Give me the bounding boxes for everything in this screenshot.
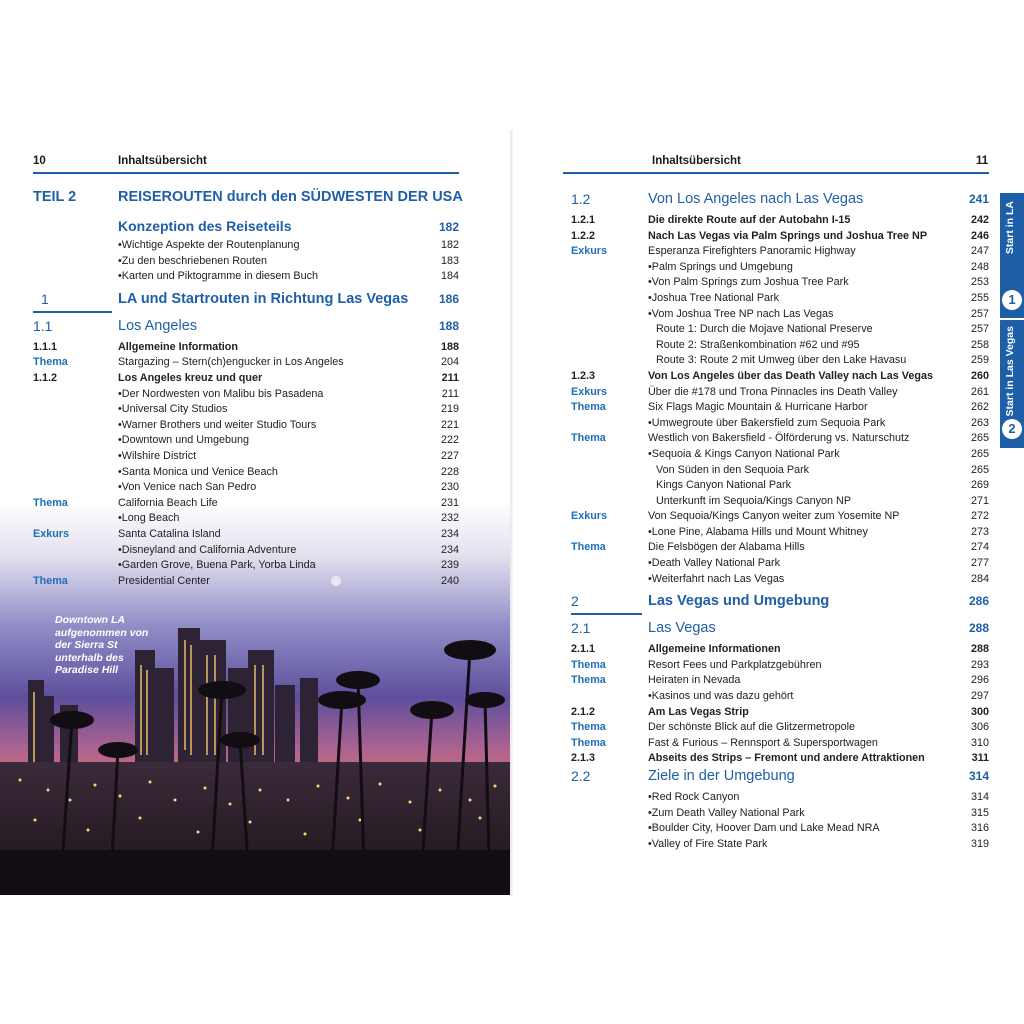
toc-number: Exkurs [571, 510, 608, 523]
toc-row [571, 416, 989, 432]
right-running-header: Inhaltsübersicht [652, 155, 741, 167]
toc-page-number: 273 [970, 525, 989, 538]
toc-row [571, 400, 989, 416]
toc-row [571, 192, 989, 213]
toc-entry[interactable]: • Zum Death Valley National Park [648, 806, 805, 822]
toc-row [571, 673, 989, 689]
toc-number: Thema [571, 658, 606, 671]
toc-page-number: 293 [970, 658, 989, 671]
toc-entry[interactable]: Konzeption des Reiseteils [118, 218, 292, 234]
toc-entry[interactable]: Esperanza Firefighters Panoramic Highway [648, 245, 856, 258]
toc-entry[interactable]: Route 1: Durch die Mojave National Preserve [656, 323, 873, 336]
toc-row [571, 291, 989, 307]
toc-number: Thema [33, 496, 68, 509]
toc-entry[interactable]: • Der Nordwesten von Malibu bis Pasadena [118, 387, 323, 403]
toc-entry[interactable]: • Sequoia & Kings Canyon National Park [648, 447, 840, 463]
toc-number: 2.1 [571, 620, 591, 637]
toc-entry[interactable]: • Zu den beschriebenen Routen [118, 254, 267, 270]
toc-entry[interactable]: Las Vegas [648, 620, 716, 637]
toc-page-number: 230 [440, 481, 459, 494]
toc-row [571, 260, 989, 276]
toc-number: Thema [571, 541, 606, 554]
toc-page-number: 257 [970, 323, 989, 336]
left-page-number: 10 [33, 155, 46, 167]
toc-row [571, 525, 989, 541]
toc-page-number: 186 [438, 291, 459, 306]
toc-row [571, 658, 989, 674]
toc-page-number: 257 [970, 307, 989, 320]
toc-entry[interactable]: • Weiterfahrt nach Las Vegas [648, 572, 784, 588]
toc-number: Thema [571, 721, 606, 734]
right-toc [571, 190, 989, 852]
right-page-number: 11 [976, 155, 989, 167]
toc-page-number: 296 [970, 674, 989, 687]
toc-page-number: 319 [970, 837, 989, 850]
toc-row [571, 463, 989, 479]
left-toc [33, 189, 463, 589]
toc-page-number: 247 [970, 245, 989, 258]
toc-entry[interactable]: • Palm Springs und Umgebung [648, 260, 793, 276]
toc-entry[interactable]: Von Süden in den Sequoia Park [656, 463, 810, 476]
toc-page-number: 314 [970, 791, 989, 803]
toc-page-number: 262 [970, 401, 989, 414]
toc-row [571, 621, 989, 642]
toc-row [33, 269, 459, 285]
toc-entry[interactable]: Ziele in der Umgebung [648, 768, 795, 784]
toc-row [33, 465, 459, 481]
toc-entry[interactable]: • Kasinos und was dazu gehört [648, 689, 793, 705]
toc-entry[interactable]: • Valley of Fire State Park [648, 837, 767, 853]
toc-entry[interactable]: • Warner Brothers und weiter Studio Tours [118, 418, 316, 434]
toc-row [33, 254, 459, 270]
toc-entry[interactable]: • Wichtige Aspekte der Routenplanung [118, 238, 299, 254]
toc-number: Exkurs [571, 385, 608, 398]
toc-page-number: 240 [440, 574, 459, 587]
toc-page-number: 316 [970, 822, 989, 835]
toc-number: 1.2.3 [571, 369, 596, 382]
toc-row [571, 478, 989, 494]
thumb-tab-number: 1 [1002, 290, 1022, 310]
toc-row [571, 385, 989, 401]
toc-page-number: 269 [970, 479, 989, 492]
toc-number: 1 [41, 290, 49, 307]
toc-page-number: 232 [440, 512, 459, 525]
toc-number: Thema [33, 356, 68, 369]
toc-entry[interactable]: • Umwegroute über Bakersfield zum Sequoia Park [648, 416, 885, 432]
toc-row [571, 338, 989, 354]
toc-page-number: 277 [970, 557, 989, 570]
toc-page-number: 211 [441, 371, 459, 384]
toc-number: 2.1.3 [571, 752, 596, 765]
toc-entry[interactable]: Über die #178 und Trona Pinnacles ins Death Valley [648, 385, 898, 398]
toc-number: 1.2.1 [571, 214, 596, 226]
toc-page-number: 241 [968, 192, 989, 206]
toc-entry[interactable]: • Santa Monica und Venice Beach [118, 465, 278, 481]
toc-row [571, 353, 989, 369]
toc-entry[interactable]: Stargazing – Stern(ch)engucker in Los Angeles [118, 356, 344, 369]
toc-entry[interactable]: Unterkunft im Sequoia/Kings Canyon NP [656, 494, 852, 507]
toc-entry[interactable]: Abseits des Strips – Fremont und andere Attraktionen [648, 752, 925, 765]
toc-entry[interactable]: Las Vegas und Umgebung [648, 593, 830, 610]
toc-page-number: 184 [440, 270, 459, 283]
toc-row [571, 307, 989, 323]
photo-caption: Downtown LA aufgenommen von der Sierra St unterhalb des Paradise Hill [55, 614, 149, 677]
toc-page-number: 314 [968, 769, 989, 783]
toc-number: TEIL 2 [33, 189, 77, 205]
toc-entry[interactable]: Nach Las Vegas via Palm Springs und Joshua Tree NP [648, 229, 928, 242]
toc-page-number: 222 [440, 434, 459, 447]
toc-number: 1.1.1 [33, 340, 58, 353]
toc-page-number: 259 [970, 354, 989, 367]
toc-page-number: 239 [440, 559, 459, 572]
toc-row [571, 322, 989, 338]
toc-entry[interactable]: • Vom Joshua Tree NP nach Las Vegas [648, 307, 833, 323]
toc-entry[interactable]: • Disneyland and California Adventure [118, 543, 296, 559]
toc-page-number: 300 [970, 705, 989, 718]
toc-row [33, 418, 459, 434]
toc-entry[interactable]: Los Angeles [118, 317, 198, 334]
toc-entry[interactable]: Resort Fees und Parkplatzgebühren [648, 658, 822, 671]
toc-row [33, 189, 463, 219]
toc-row [571, 821, 989, 837]
toc-entry[interactable]: Fast & Furious – Rennsport & Supersportwagen [648, 736, 878, 749]
toc-entry[interactable]: LA und Startrouten in Richtung Las Vegas [118, 290, 409, 307]
toc-page-number: 182 [440, 239, 459, 251]
left-page [0, 0, 511, 1024]
toc-entry[interactable]: • Garden Grove, Buena Park, Yorba Linda [118, 558, 316, 574]
toc-page-number: 311 [971, 752, 989, 765]
toc-row [33, 371, 459, 387]
toc-entry[interactable]: Der schönste Blick auf die Glitzermetropole [648, 721, 856, 734]
toc-page-number: 188 [440, 340, 459, 353]
toc-entry[interactable]: • Von Venice nach San Pedro [118, 480, 256, 496]
right-header-rule [563, 172, 989, 174]
toc-page-number: 258 [970, 338, 989, 351]
toc-entry[interactable]: • Death Valley National Park [648, 556, 780, 572]
toc-page-number: 265 [970, 447, 989, 460]
toc-entry[interactable]: • Karten und Piktogramme in diesem Buch [118, 269, 318, 285]
toc-page-number: 284 [970, 572, 989, 585]
toc-entry[interactable]: Die Felsbögen der Alabama Hills [648, 541, 805, 554]
toc-entry[interactable]: Westlich von Bakersfield - Ölförderung vs. Naturschutz [648, 432, 910, 445]
toc-row [571, 540, 989, 556]
thumb-tab-number: 2 [1002, 419, 1022, 439]
toc-page-number: 274 [970, 541, 989, 554]
toc-entry[interactable]: Los Angeles kreuz und quer [118, 371, 263, 384]
toc-page-number: 221 [440, 418, 459, 431]
toc-number: 1.2 [571, 191, 591, 207]
toc-row [571, 689, 989, 705]
toc-page-number: 261 [970, 385, 989, 398]
toc-page-number: 271 [970, 494, 989, 507]
thumb-tab-start-la[interactable] [1000, 193, 1024, 318]
toc-page-number: 211 [441, 387, 459, 400]
toc-entry[interactable]: • Wilshire District [118, 449, 196, 465]
toc-page-number: 288 [970, 643, 989, 656]
toc-row [571, 572, 989, 588]
toc-page-number: 246 [970, 229, 989, 242]
toc-entry[interactable]: Allgemeine Informationen [648, 643, 781, 656]
right-page [512, 0, 1024, 1024]
toc-page-number: 297 [970, 690, 989, 703]
toc-page-number: 183 [440, 254, 459, 267]
toc-row [33, 319, 459, 340]
toc-row [571, 447, 989, 463]
chapter-underline [33, 311, 112, 313]
toc-page-number: 228 [440, 465, 459, 478]
toc-row [571, 751, 989, 767]
toc-row [571, 720, 989, 736]
toc-entry[interactable]: Von Los Angeles nach Las Vegas [648, 191, 864, 207]
toc-page-number: 253 [970, 276, 989, 289]
toc-row [33, 219, 459, 238]
toc-entry[interactable]: Die direkte Route auf der Autobahn I-15 [648, 214, 851, 226]
toc-entry[interactable]: Allgemeine Information [118, 340, 238, 353]
toc-number: Exkurs [571, 245, 608, 258]
toc-page-number: 204 [440, 356, 459, 369]
toc-page-number: 227 [440, 449, 459, 462]
toc-entry[interactable]: Route 2: Straßenkombination #62 und #95 [656, 338, 860, 351]
toc-row [571, 275, 989, 291]
toc-row [571, 244, 989, 260]
toc-entry[interactable]: • Lone Pine, Alabama Hills und Mount Whitney [648, 525, 868, 541]
toc-number: Thema [571, 674, 606, 687]
toc-number: Thema [571, 432, 606, 445]
toc-row [33, 543, 459, 559]
toc-row [33, 480, 459, 496]
toc-entry[interactable]: Von Sequoia/Kings Canyon weiter zum Yosemite NP [648, 510, 900, 523]
toc-row [33, 449, 459, 465]
toc-number: 2.1.1 [571, 643, 596, 656]
toc-row [33, 496, 459, 512]
toc-row [33, 340, 459, 356]
toc-row [571, 642, 989, 658]
toc-page-number: 255 [970, 291, 989, 304]
toc-entry[interactable]: California Beach Life [118, 496, 218, 509]
toc-row [33, 574, 459, 590]
toc-entry[interactable]: Santa Catalina Island [118, 527, 221, 540]
toc-entry[interactable]: • Boulder City, Hoover Dam und Lake Mead NRA [648, 821, 880, 837]
toc-row [571, 213, 989, 229]
toc-number: Exkurs [33, 527, 70, 540]
toc-number: 2.2 [571, 768, 591, 784]
toc-row [571, 594, 989, 619]
toc-row [571, 556, 989, 572]
toc-entry[interactable]: Von Los Angeles über das Death Valley nach Las Vegas [648, 369, 934, 382]
toc-page-number: 288 [968, 621, 989, 636]
toc-entry[interactable]: Heiraten in Nevada [648, 674, 741, 687]
toc-number: Thema [571, 736, 606, 749]
toc-entry[interactable]: REISEROUTEN durch den SÜDWESTEN DER USA [118, 189, 463, 205]
toc-page-number: 234 [440, 543, 459, 556]
chapter-underline [571, 613, 642, 615]
toc-entry[interactable]: • Downtown und Umgebung [118, 433, 249, 449]
toc-row [33, 238, 459, 254]
toc-row [33, 292, 459, 317]
toc-entry[interactable]: • Universal City Studios [118, 402, 227, 418]
toc-row [33, 387, 459, 403]
toc-entry[interactable]: Six Flags Magic Mountain & Hurricane Harbor [648, 401, 868, 414]
toc-page-number: 272 [970, 510, 989, 523]
toc-entry[interactable]: • Von Palm Springs zum Joshua Tree Park [648, 275, 849, 291]
toc-entry[interactable]: Presidential Center [118, 574, 210, 587]
toc-number: 2.1.2 [571, 705, 596, 718]
left-header-rule [33, 172, 459, 174]
toc-row [571, 229, 989, 245]
toc-row [33, 355, 459, 371]
toc-page-number: 265 [970, 463, 989, 476]
toc-row [33, 511, 459, 527]
toc-page-number: 260 [970, 369, 989, 382]
thumb-tab-label: Start in LA [1004, 201, 1016, 255]
toc-number: Thema [571, 401, 606, 414]
toc-page-number: 182 [438, 220, 459, 234]
toc-number: 2 [571, 593, 579, 610]
toc-page-number: 248 [970, 260, 989, 273]
toc-row [33, 402, 459, 418]
toc-page-number: 263 [970, 416, 989, 429]
toc-entry[interactable]: Am Las Vegas Strip [648, 705, 749, 718]
toc-entry[interactable]: • Red Rock Canyon [648, 790, 739, 806]
toc-page-number: 315 [970, 806, 989, 819]
toc-row [571, 369, 989, 385]
toc-entry[interactable]: • Long Beach [118, 511, 179, 527]
toc-page-number: 242 [970, 214, 989, 226]
toc-row [571, 837, 989, 853]
toc-row [571, 769, 989, 790]
toc-row [571, 494, 989, 510]
toc-page-number: 219 [440, 403, 459, 416]
toc-row [571, 705, 989, 721]
toc-page-number: 265 [970, 432, 989, 445]
toc-page-number: 286 [968, 594, 989, 609]
toc-page-number: 231 [440, 496, 459, 509]
toc-entry[interactable]: Route 3: Route 2 mit Umweg über den Lake Havasu [656, 354, 907, 367]
toc-number: 1.2.2 [571, 229, 596, 242]
toc-row [33, 558, 459, 574]
thumb-tab-start-las-vegas[interactable] [1000, 320, 1024, 448]
toc-row [571, 509, 989, 525]
toc-row [571, 806, 989, 822]
toc-number: Thema [33, 574, 68, 587]
toc-page-number: 310 [970, 736, 989, 749]
toc-row [33, 433, 459, 449]
toc-entry[interactable]: • Joshua Tree National Park [648, 291, 779, 307]
toc-row [33, 527, 459, 543]
toc-entry[interactable]: Kings Canyon National Park [656, 479, 792, 492]
thumb-tab-label: Start in Las Vegas [1004, 326, 1016, 417]
toc-row [571, 431, 989, 447]
toc-page-number: 188 [438, 318, 459, 333]
toc-number: 1.1.2 [33, 371, 58, 384]
toc-number: 1.1 [33, 317, 53, 334]
left-running-header: Inhaltsübersicht [118, 155, 207, 167]
toc-row [571, 790, 989, 806]
toc-page-number: 234 [440, 527, 459, 540]
toc-page-number: 306 [970, 721, 989, 734]
toc-row [571, 736, 989, 752]
